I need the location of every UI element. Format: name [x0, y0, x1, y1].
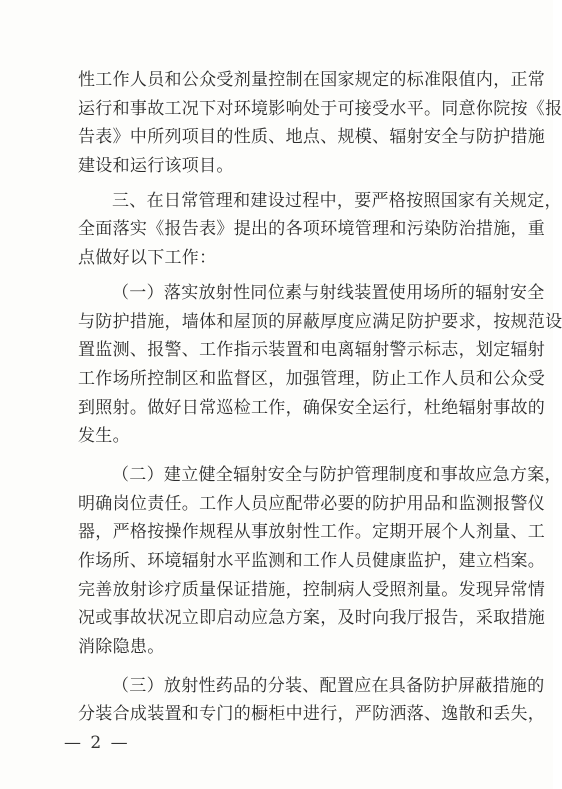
text-line: 到照射。做好日常巡检工作，确保安全运行，杜绝辐射事故的 — [78, 397, 546, 418]
text-line: 三、在日常管理和建设过程中，要严格按照国家有关规定， — [112, 190, 562, 211]
text-line: 况或事故状况立即启动应急方案，及时向我厅报告，采取措施 — [78, 608, 546, 629]
text-line: 点做好以下工作： — [78, 248, 217, 269]
text-line: （三）放射性药品的分装、配置应在具备防护屏蔽措施的 — [112, 675, 545, 696]
text-line: 作场所、环境辐射水平监测和工作人员健康监护，建立档案。 — [78, 551, 546, 571]
text-line: 器，严格按操作规程从事放射性工作。定期开展个人剂量、工 — [78, 522, 546, 543]
text-line: 性工作人员和公众受剂量控制在国家规定的标准限值内，正常 — [78, 70, 546, 90]
text-line: 全面落实《报告表》提出的各项环境管理和污染防治措施，重 — [78, 219, 546, 240]
text-line: 建设和运行该项目。 — [78, 156, 234, 177]
text-line: 工作场所控制区和监督区，加强管理，防止工作人员和公众受 — [78, 368, 546, 389]
text-line: 与防护措施，墙体和屋顶的屏蔽厚度应满足防护要求，按规范设 — [78, 311, 562, 332]
text-line: 分装合成装置和专门的橱柜中进行，严防洒落、逸散和丢失， — [78, 704, 546, 725]
text-line: 运行和事故工况下对环境影响处于可接受水平。同意你院按《报 — [78, 98, 562, 119]
text-line: （一）落实放射性同位素与射线装置使用场所的辐射安全 — [112, 282, 545, 303]
page-number: — 2 — — [64, 733, 130, 753]
document-body — [78, 66, 562, 729]
text-line: 告表》中所列项目的性质、地点、规模、辐射安全与防护措施 — [78, 127, 546, 148]
text-line: 消除隐患。 — [78, 637, 165, 658]
text-line: 完善放射诊疗质量保证措施，控制病人受照剂量。发现异常情 — [78, 579, 546, 600]
text-line: 置监测、报警、工作指示装置和电离辐射警示标志，划定辐射 — [78, 340, 546, 361]
text-line: 发生。 — [78, 426, 130, 447]
text-line: 明确岗位责任。工作人员应配带必要的防护用品和监测报警仪 — [78, 493, 546, 514]
text-line: （二）建立健全辐射安全与防护管理制度和事故应急方案， — [112, 464, 562, 485]
